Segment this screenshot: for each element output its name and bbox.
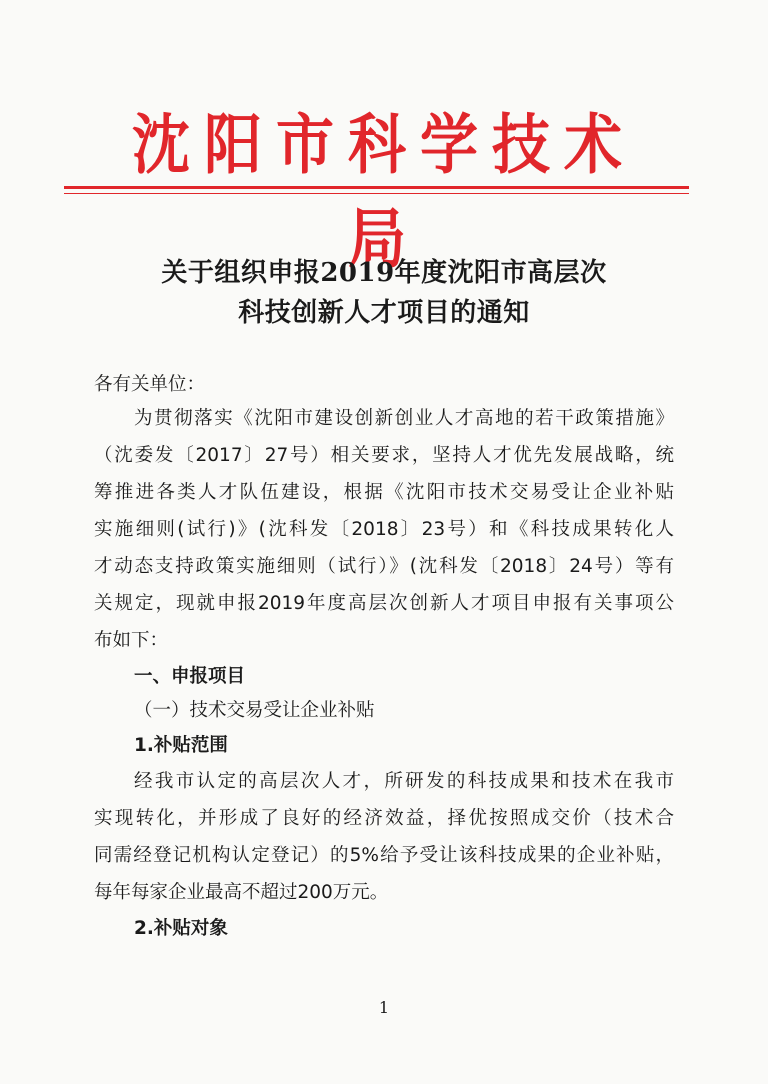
agency-masthead: 沈阳市科学技术局 (131, 106, 636, 277)
intro-line: 实施细则(试行)》(沈科发〔2018〕23号）和《科技成果转化人 (94, 519, 674, 540)
intro-line: 布如下： (94, 630, 169, 651)
section-heading: 一、申报项目 (134, 666, 246, 687)
item-heading: 2.补贴对象 (134, 918, 228, 939)
intro-line: 筹推进各类人才队伍建设，根据《沈阳市技术交易受让企业补贴 (94, 482, 674, 503)
item-body-line: 经我市认定的高层次人才，所研发的科技成果和技术在我市 (134, 771, 674, 792)
notice-title-line-2: 科技创新人才项目的通知 (238, 298, 530, 328)
item-body-line: 同需经登记机构认定登记）的5%给予受让该科技成果的企业补贴， (94, 845, 674, 866)
item-body-line: 每年每家企业最高不超过200万元。 (94, 882, 389, 903)
item-heading: 1.补贴范围 (134, 735, 228, 756)
salutation: 各有关单位： (94, 374, 206, 395)
subsection-heading: （一）技术交易受让企业补贴 (134, 700, 375, 721)
item-body-line: 实现转化，并形成了良好的经济效益，择优按照成交价（技术合 (94, 808, 674, 829)
red-rule-thick (64, 186, 689, 189)
intro-line: （沈委发〔2017〕27号）相关要求，坚持人才优先发展战略，统 (94, 445, 674, 466)
page-number: 1 (378, 998, 390, 1017)
intro-line: 关规定，现就申报2019年度高层次创新人才项目申报有关事项公 (94, 593, 674, 614)
red-rule-thin (64, 193, 689, 194)
intro-line: 才动态支持政策实施细则（试行）》(沈科发〔2018〕24号）等有 (94, 556, 674, 577)
notice-title-line-1: 关于组织申报2019年度沈阳市高层次 (161, 258, 607, 288)
intro-line: 为贯彻落实《沈阳市建设创新创业人才高地的若干政策措施》 (134, 408, 674, 429)
